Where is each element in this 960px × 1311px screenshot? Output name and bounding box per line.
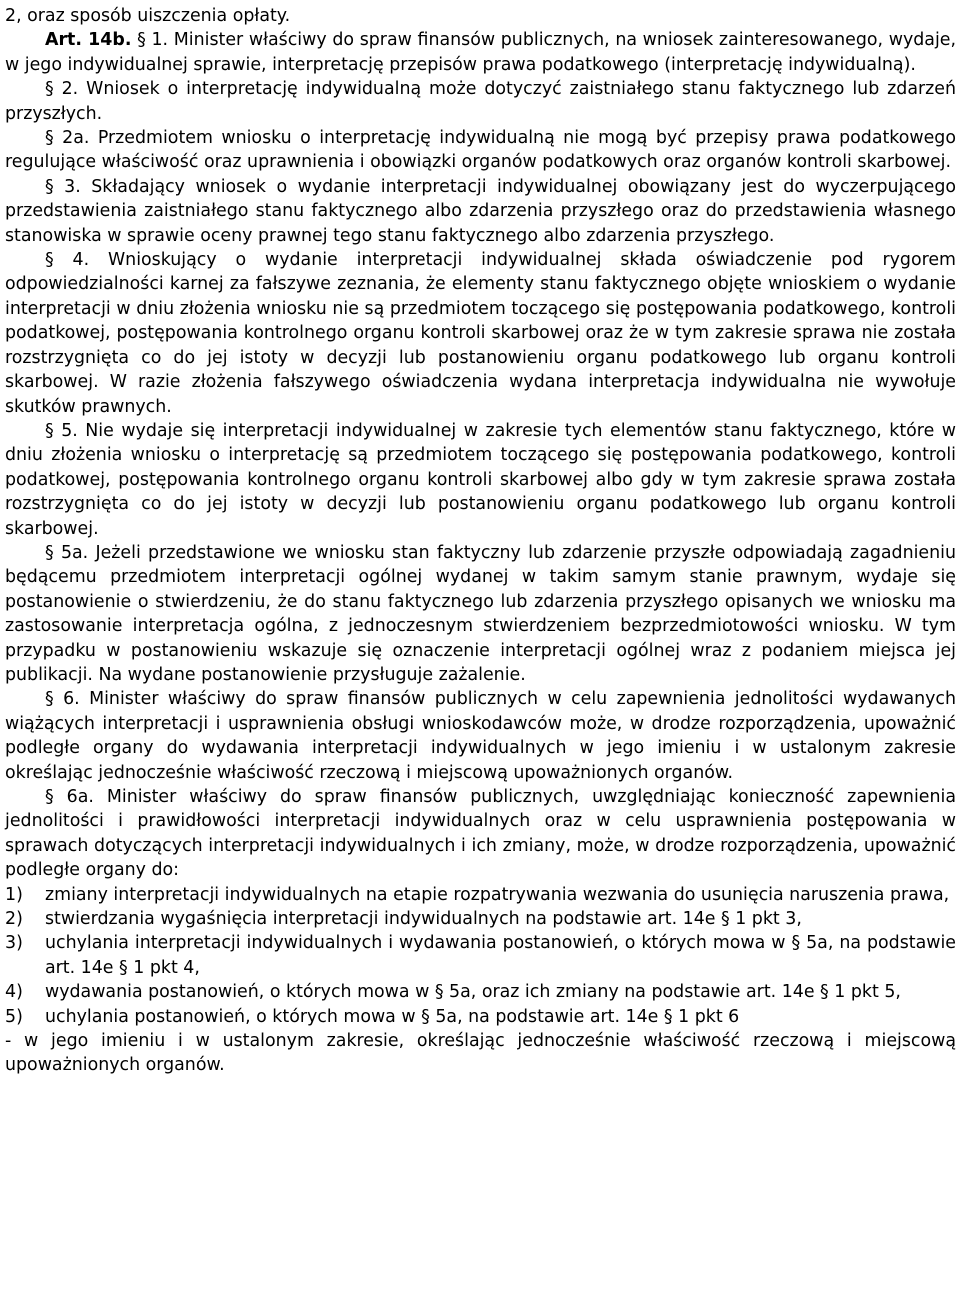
paragraph-6: § 6. Minister właściwy do spraw finansów publicznych w celu zapewnienia jednolitości wydawanych wiążących interpretacji i usprawnienia obsługi wnioskodawców może, w drodze rozporządzenia, upoważnić podległe organy do wydawania interpretacji indywidualnych w jego imieniu i w ustalonym zakresie określając jednocześnie właściwość rzeczową i miejscową upoważnionych organów.	[5, 689, 956, 783]
list-item-text: stwierdzania wygaśnięcia interpretacji indywidualnych na podstawie art. 14e § 1 pkt 3,	[45, 909, 802, 930]
list-item-number: 1)	[5, 884, 23, 905]
list-item	[5, 931, 956, 980]
list-item-text: uchylania postanowień, o których mowa w § 5a, na podstawie art. 14e § 1 pkt 6	[45, 1006, 740, 1027]
paragraph-4: § 4. Wnioskujący o wydanie interpretacji indywidualnej składa oświadczenie pod rygorem odpowiedzialności karnej za fałszywe zeznania, że elementy stanu faktycznego objęte wnioskiem o wydanie interpretacji w dniu złożenia wniosku nie są przedmiotem toczącego się postępowania podatkowego, kontroli podatkowej, postępowania kontrolnego organu kontroli skarbowej oraz że w tym zakresie sprawa nie została rozstrzygnięta co do jej istoty w decyzji lub postanowieniu organu podatkowego lub organu kontroli skarbowej. W razie złożenia fałszywego oświadczenia wydana interpretacja indywidualna nie wywołuje skutków prawnych.	[5, 250, 956, 417]
list-item-number: 3)	[5, 933, 23, 954]
article-label: Art. 14b.	[45, 30, 132, 51]
paragraph-3: § 3. Składający wniosek o wydanie interpretacji indywidualnej obowiązany jest do wyczerpującego przedstawienia zaistniałego stanu faktycznego albo zdarzenia przyszłego oraz do przedstawienia własnego stanowiska w sprawie oceny prawnej tego stanu faktycznego albo zdarzenia przyszłego.	[5, 176, 956, 246]
paragraph-5: § 5. Nie wydaje się interpretacji indywidualnej w zakresie tych elementów stanu faktycznego, które w dniu złożenia wniosku o interpretację są przedmiotem toczącego się postępowania podatkowego, kontroli podatkowej, postępowania kontrolnego organu kontroli skarbowej albo gdy w tym zakresie sprawa została rozstrzygnięta co do jej istoty w decyzji lub postanowieniu organu podatkowego lub organu kontroli skarbowej.	[5, 420, 956, 539]
opening-line: 2, oraz sposób uiszczenia opłaty.	[5, 6, 291, 26]
paragraph-1-text: § 1. Minister właściwy do spraw finansów publicznych, na wniosek zainteresowanego, wydaje, w jego indywidualnej sprawie, interpretację przepisów prawa podatkowego (interpretację indywidualną).	[5, 30, 956, 75]
list-item-number: 5)	[5, 1006, 23, 1027]
closing-paragraph: - w jego imieniu i w ustalonym zakresie, określając jednocześnie właściwość rzeczową i miejscową upoważnionych organów.	[5, 1031, 956, 1076]
paragraph-2: § 2. Wniosek o interpretację indywidualną może dotyczyć zaistniałego stanu faktycznego lub zdarzeń przyszłych.	[5, 79, 956, 124]
list-item-number: 2)	[5, 909, 23, 930]
list-item	[5, 1005, 956, 1029]
list-item	[5, 883, 956, 907]
list-item	[5, 980, 956, 1004]
enumerated-list	[5, 883, 956, 1029]
paragraph-5a: § 5a. Jeżeli przedstawione we wniosku stan faktyczny lub zdarzenie przyszłe odpowiadają zagadnieniu będącemu przedmiotem interpretacji ogólnej wydanej w takim samym stanie prawnym, wydaje się postanowienie o stwierdzeniu, że do stanu faktycznego lub zdarzenia przyszłego opisanych we wniosku ma zastosowanie interpretacja ogólna, z jednoczesnym stwierdzeniem bezprzedmiotowości wniosku. W tym przypadku w postanowieniu wskazuje się oznaczenie interpretacji ogólnej wraz z podaniem miejsca jej publikacji. Na wydane postanowienie przysługuje zażalenie.	[5, 542, 956, 685]
list-item-number: 4)	[5, 982, 23, 1003]
paragraph-1	[5, 28, 956, 77]
list-item-text: uchylania interpretacji indywidualnych i wydawania postanowień, o których mowa w § 5a, na podstawie art. 14e § 1 pkt 4,	[45, 933, 956, 978]
list-item-text: zmiany interpretacji indywidualnych na etapie rozpatrywania wezwania do usunięcia naruszenia prawa,	[45, 884, 950, 905]
paragraph-6a: § 6a. Minister właściwy do spraw finansów publicznych, uwzględniając konieczność zapewnienia jednolitości i prawidłowości interpretacji indywidualnych oraz w celu usprawnienia postępowania w sprawach dotyczących interpretacji indywidualnych i ich zmiany, może, w drodze rozporządzenia, upoważnić podległe organy do:	[5, 787, 956, 881]
list-item	[5, 907, 956, 931]
paragraph-2a: § 2a. Przedmiotem wniosku o interpretację indywidualną nie mogą być przepisy prawa podatkowego regulujące właściwość oraz uprawnienia i obowiązki organów podatkowych oraz organów kontroli skarbowej.	[5, 128, 956, 173]
list-item-text: wydawania postanowień, o których mowa w § 5a, oraz ich zmiany na podstawie art. 14e § 1 pkt 5,	[45, 982, 901, 1003]
